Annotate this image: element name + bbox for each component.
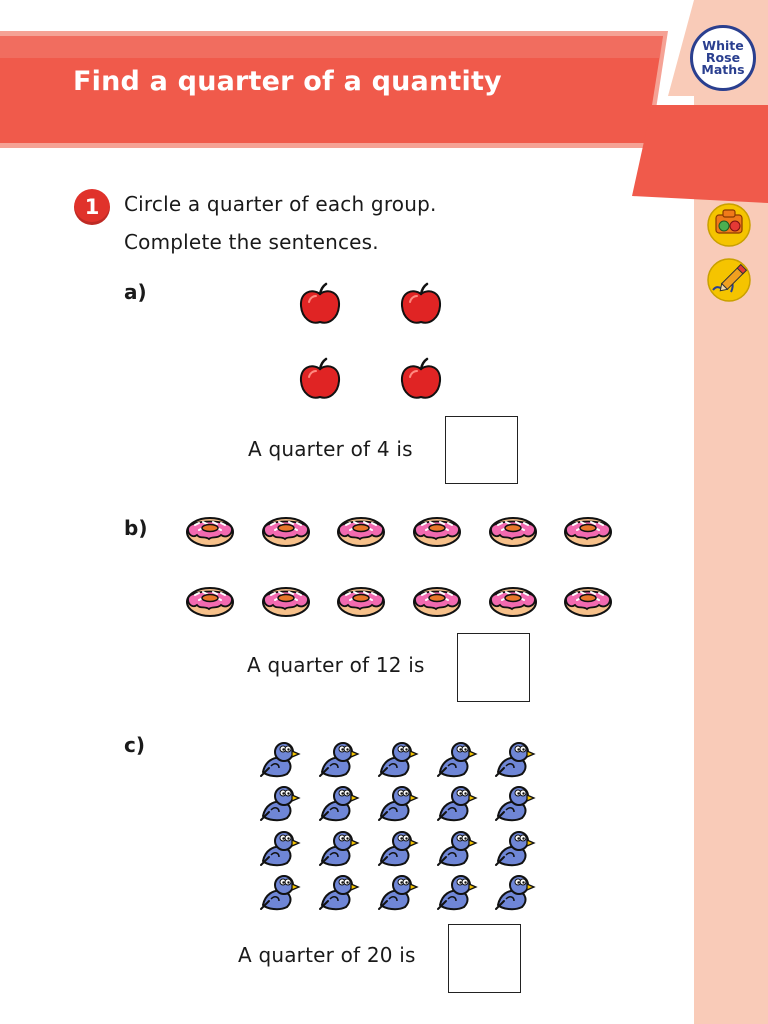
bird-icon[interactable] bbox=[492, 827, 536, 867]
sentence-b: A quarter of 12 is bbox=[247, 653, 425, 677]
bird-icon[interactable] bbox=[434, 782, 478, 822]
bird-icon[interactable] bbox=[375, 827, 419, 867]
bird-icon[interactable] bbox=[434, 827, 478, 867]
doughnut-icon[interactable] bbox=[261, 512, 311, 548]
bird-icon[interactable] bbox=[492, 871, 536, 911]
bird-icon[interactable] bbox=[316, 738, 360, 778]
part-a-label: a) bbox=[124, 280, 147, 304]
doughnut-icon[interactable] bbox=[488, 512, 538, 548]
doughnut-icon[interactable] bbox=[563, 582, 613, 618]
doughnut-icon[interactable] bbox=[488, 582, 538, 618]
bird-icon[interactable] bbox=[316, 827, 360, 867]
bird-icon[interactable] bbox=[257, 871, 301, 911]
apple-icon[interactable] bbox=[397, 280, 445, 328]
answer-box-c[interactable] bbox=[448, 924, 521, 993]
doughnut-icon[interactable] bbox=[185, 582, 235, 618]
logo-line-3: Maths bbox=[701, 62, 745, 77]
doughnut-icon[interactable] bbox=[563, 512, 613, 548]
instruction-line-1: Circle a quarter of each group. bbox=[124, 192, 437, 216]
logo-line-2: Rose bbox=[705, 50, 741, 65]
header-banner bbox=[0, 0, 768, 210]
bird-icon[interactable] bbox=[492, 738, 536, 778]
bird-icon[interactable] bbox=[375, 871, 419, 911]
doughnut-icon[interactable] bbox=[261, 582, 311, 618]
bird-icon[interactable] bbox=[492, 782, 536, 822]
cubes-icon bbox=[705, 201, 753, 249]
doughnut-icon[interactable] bbox=[336, 512, 386, 548]
doughnut-icon[interactable] bbox=[336, 582, 386, 618]
page-title: Find a quarter of a quantity bbox=[73, 66, 502, 97]
apple-icon[interactable] bbox=[296, 280, 344, 328]
bird-icon[interactable] bbox=[434, 871, 478, 911]
bird-icon[interactable] bbox=[257, 738, 301, 778]
bird-icon[interactable] bbox=[434, 738, 478, 778]
bird-icon[interactable] bbox=[316, 871, 360, 911]
apple-icon[interactable] bbox=[397, 355, 445, 403]
part-b-label: b) bbox=[124, 516, 148, 540]
doughnut-icon[interactable] bbox=[185, 512, 235, 548]
white-rose-maths-logo bbox=[690, 25, 756, 91]
answer-box-b[interactable] bbox=[457, 633, 530, 702]
pencil-icon bbox=[705, 256, 753, 304]
bird-icon[interactable] bbox=[257, 782, 301, 822]
bird-icon[interactable] bbox=[375, 738, 419, 778]
part-c-label: c) bbox=[124, 733, 145, 757]
bird-icon[interactable] bbox=[257, 827, 301, 867]
logo-line-1: White bbox=[702, 38, 744, 53]
instruction-line-2: Complete the sentences. bbox=[124, 230, 379, 254]
answer-box-a[interactable] bbox=[445, 416, 518, 484]
apple-icon[interactable] bbox=[296, 355, 344, 403]
sentence-a: A quarter of 4 is bbox=[248, 437, 413, 461]
doughnut-icon[interactable] bbox=[412, 582, 462, 618]
question-number-badge: 1 bbox=[74, 189, 110, 225]
bird-icon[interactable] bbox=[375, 782, 419, 822]
bird-icon[interactable] bbox=[316, 782, 360, 822]
doughnut-icon[interactable] bbox=[412, 512, 462, 548]
sentence-c: A quarter of 20 is bbox=[238, 943, 416, 967]
